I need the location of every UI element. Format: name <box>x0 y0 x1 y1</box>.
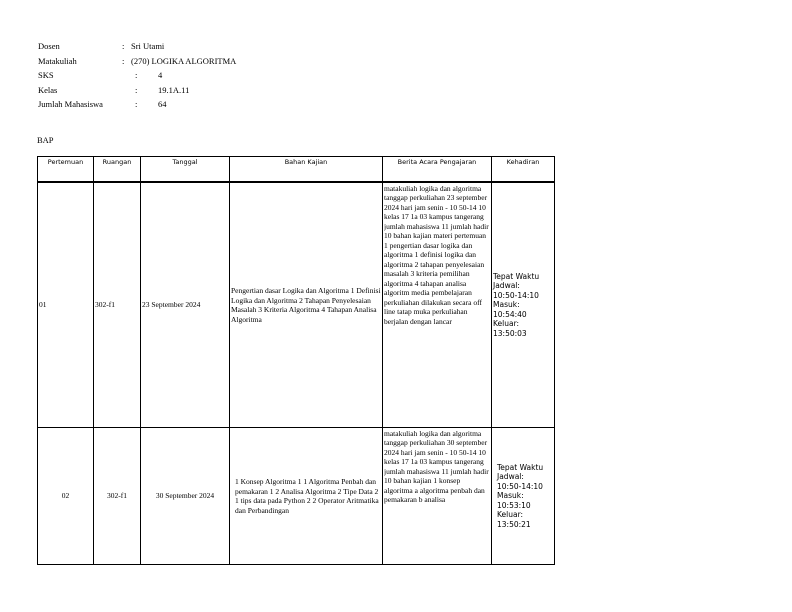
header-tanggal: Tanggal <box>141 157 230 183</box>
cell-bahan-kajian: 1 Konsep Algoritma 1 1 Algoritma Penbah dan pemakaran 1 2 Analisa Algoritma 2 Tipe Data 2 1 tips data pada Python 2 2 Operator Aritmatika dan Perbandingan <box>230 428 383 565</box>
info-label: Matakuliah <box>38 55 77 66</box>
header-pertemuan: Pertemuan <box>38 157 94 183</box>
header-kehadiran: Kehadiran <box>492 157 555 183</box>
cell-bahan-kajian: Pengertian dasar Logika dan Algoritma 1 Definisi Logika dan Algoritma 2 Tahapan Penyelesaian Masalah 3 Kriteria Algoritma 4 Tahapan Analisa Algoritma <box>230 182 383 428</box>
kehadiran-keluar: 13:50:03 <box>493 328 527 338</box>
bap-title: BAP <box>37 135 54 145</box>
kehadiran-masuk: 10:53:10 <box>497 500 531 510</box>
info-label: SKS <box>38 70 54 80</box>
kehadiran-masuk: 10:54:40 <box>493 309 527 319</box>
kehadiran-keluar: 13:50:21 <box>497 519 531 529</box>
info-label: Kelas <box>38 84 58 95</box>
table-row <box>38 428 555 565</box>
cell-pertemuan: 02 <box>38 428 94 565</box>
kehadiran-jadwal-label: Jadwal: <box>493 281 520 291</box>
table-row <box>38 182 555 428</box>
info-value: 4 <box>158 70 163 80</box>
info-colon: : <box>122 41 125 51</box>
info-label: Jumlah Mahasiswa <box>38 99 103 109</box>
kehadiran-jadwal-label: Jadwal: <box>497 472 524 482</box>
info-colon: : <box>122 55 125 66</box>
cell-berita-acara <box>383 182 492 428</box>
info-value: Sri Utami <box>131 41 165 51</box>
berita-acara-text: matakuliah logika dan algoritma tanggap perkuliahan 23 september 2024 hari jam senin - 10 50-14 10 kelas 17 1a 03 kampus tangerang jumlah mahasiswa 11 jumlah hadir 10 bahan kajian materi pertemuan 1 pengertian dasar logika dan algoritma 1 definisi logika dan algoritma 2 tahapan penyelesaian masalah 3 kriteria pemilihan algoritma 4 tahapan analisa algoritm media pembelajaran perkuliahan dilakukan secara off line tatap muka perkuliahan berjalan dengan lancar <box>384 183 489 326</box>
cell-kehadiran <box>492 182 555 428</box>
header-berita-acara: Berita Acara Pengajaran <box>383 157 492 183</box>
bap-table <box>37 156 555 565</box>
kehadiran-masuk-label: Masuk: <box>493 300 520 310</box>
cell-berita-acara <box>383 428 492 565</box>
cell-tanggal: 23 September 2024 <box>141 182 230 428</box>
cell-ruangan: 302-f1 <box>94 182 141 428</box>
table-header-row <box>38 157 555 183</box>
header-bahan-kajian: Bahan Kajian <box>230 157 383 183</box>
info-value: (270) LOGIKA ALGORITMA <box>131 55 237 66</box>
info-colon: : <box>135 70 138 80</box>
info-value: 64 <box>158 99 167 109</box>
cell-ruangan: 302-f1 <box>94 428 141 565</box>
berita-acara-text: matakuliah logika dan algoritma tanggap perkuliahan 30 september 2024 hari jam senin - 10 50-14 10 kelas 17 1a 03 kampus tangerang jumlah mahasiswa 11 jumlah hadir 10 bahan kajian 1 konsep algoritma a algoritma penbah dan pemakaran b analisa <box>384 428 489 504</box>
kehadiran-keluar-label: Keluar: <box>497 510 524 520</box>
cell-kehadiran <box>492 428 555 565</box>
cell-tanggal: 30 September 2024 <box>141 428 230 565</box>
kehadiran-masuk-label: Masuk: <box>497 491 524 501</box>
kehadiran-jadwal: 10:50-14:10 <box>493 290 539 300</box>
info-label: Dosen <box>38 41 60 51</box>
kehadiran-jadwal: 10:50-14:10 <box>497 481 543 491</box>
info-colon: : <box>135 84 138 95</box>
info-colon: : <box>135 99 138 109</box>
info-value: 19.1A.11 <box>158 84 190 95</box>
kehadiran-keluar-label: Keluar: <box>493 319 520 329</box>
header-ruangan: Ruangan <box>94 157 141 183</box>
kehadiran-status: Tepat Waktu <box>493 271 540 281</box>
cell-pertemuan: 01 <box>38 182 94 428</box>
kehadiran-status: Tepat Waktu <box>497 462 544 472</box>
